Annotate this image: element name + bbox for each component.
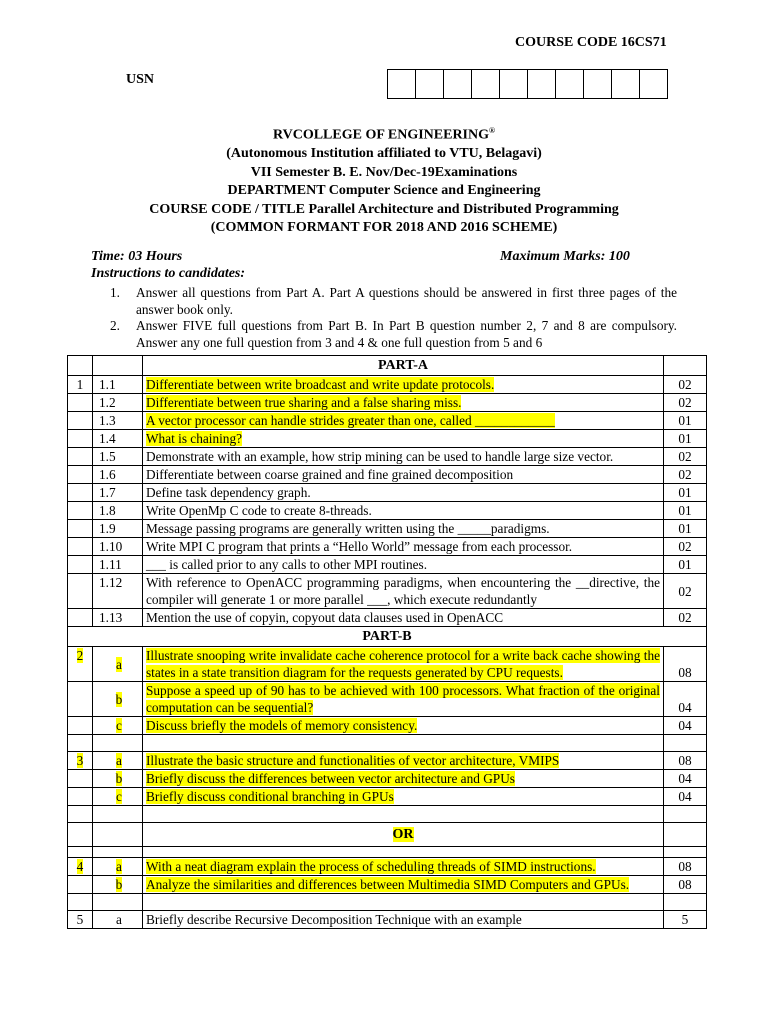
scheme-line: (COMMON FORMANT FOR 2018 AND 2016 SCHEME): [210, 220, 558, 236]
question-text: Discuss briefly the models of memory consistency.: [146, 718, 418, 733]
question-text: With reference to OpenACC programming paradigms, when encountering the __directive, the compiler will generate 1 or more parallel ___, which execute redundantly: [143, 574, 664, 609]
question-text: Briefly discuss the differences between vector architecture and GPUs: [146, 771, 515, 786]
question-text: Define task dependency graph.: [143, 484, 664, 502]
table-row: 1.3 A vector processor can handle strides greater than one, called ____________ 01: [68, 412, 707, 430]
semester-line: VII Semester B. E. Nov/Dec-19Examinations: [250, 164, 518, 180]
usn-box[interactable]: [640, 70, 668, 98]
table-row: c Briefly discuss conditional branching in GPUs 04: [68, 788, 707, 806]
department-line: DEPARTMENT Computer Science and Engineering: [227, 183, 541, 199]
table-row: 1.10 Write MPI C program that prints a “Hello World” message from each processor. 02: [68, 538, 707, 556]
question-table: [67, 355, 707, 929]
table-row: b Suppose a speed up of 90 has to be achieved with 100 processors. What fraction of the original computation can be sequential? 04: [68, 682, 707, 717]
table-row: 3 a Illustrate the basic structure and functionalities of vector architecture, VMIPS 08: [68, 752, 707, 770]
table-row: 1.8 Write OpenMp C code to create 8-threads. 01: [68, 502, 707, 520]
instruction-item: 2. Answer FIVE full questions from Part B. In Part B question number 2, 7 and 8 are compulsory. Answer any one full question from 3 and 4 & one full question from 5 and 6: [110, 318, 677, 350]
table-row: 1.7 Define task dependency graph. 01: [68, 484, 707, 502]
spacer-row: [68, 847, 707, 858]
usn-box[interactable]: [612, 70, 640, 98]
instruction-item: 1. Answer all questions from Part A. Part A questions should be answered in first three pages of the answer book only.: [110, 285, 677, 317]
max-marks-label: Maximum Marks: 100: [500, 249, 630, 264]
course-code-label: COURSE CODE 16CS71: [515, 35, 667, 50]
or-label: OR: [143, 823, 664, 847]
table-row: 1.4 What is chaining? 01: [68, 430, 707, 448]
course-title-line: COURSE CODE / TITLE Parallel Architecture and Distributed Programming: [149, 201, 619, 217]
question-text: Suppose a speed up of 90 has to be achieved with 100 processors. What fraction of the original computation can be sequential?: [146, 683, 660, 715]
table-row: b Briefly discuss the differences between vector architecture and GPUs 04: [68, 770, 707, 788]
table-row: 1.11 ___ is called prior to any calls to other MPI routines. 01: [68, 556, 707, 574]
table-row: 1.5 Demonstrate with an example, how strip mining can be used to handle large size vector. 02: [68, 448, 707, 466]
autonomous-line: (Autonomous Institution affiliated to VTU, Belagavi): [226, 146, 542, 162]
table-row: 1.2 Differentiate between true sharing and a false sharing miss. 02: [68, 394, 707, 412]
question-text: Briefly describe Recursive Decomposition Technique with an example: [143, 911, 664, 929]
part-a-header-row: [68, 356, 707, 376]
table-row: 1.9 Message passing programs are generally written using the _____paradigms. 01: [68, 520, 707, 538]
usn-box[interactable]: [416, 70, 444, 98]
table-row: b Analyze the similarities and differences between Multimedia SIMD Computers and GPUs. 08: [68, 876, 707, 894]
spacer-row: [68, 735, 707, 752]
spacer-row: [68, 806, 707, 823]
table-row: 1.6 Differentiate between coarse grained and fine grained decomposition 02: [68, 466, 707, 484]
usn-box[interactable]: [584, 70, 612, 98]
question-text: Mention the use of copyin, copyout data clauses used in OpenACC: [143, 609, 664, 627]
table-row: 2 a Illustrate snooping write invalidate cache coherence protocol for a write back cache showing the states in a state transition diagram for the requests generated by CPU requests. 08: [68, 647, 707, 682]
instructions-title: Instructions to candidates:: [91, 266, 246, 281]
part-a-title: PART-A: [143, 356, 664, 376]
question-text: What is chaining?: [146, 431, 242, 446]
part-b-header-row: [68, 627, 707, 647]
question-text: With a neat diagram explain the process of scheduling threads of SIMD instructions.: [146, 859, 596, 874]
question-text: Demonstrate with an example, how strip mining can be used to handle large size vector.: [143, 448, 664, 466]
usn-label: USN: [126, 72, 155, 87]
or-row: [68, 823, 707, 847]
question-text: Briefly discuss conditional branching in GPUs: [146, 789, 394, 804]
time-label: Time: 03 Hours: [91, 249, 183, 264]
usn-box[interactable]: [556, 70, 584, 98]
college-name: RVCOLLEGE OF ENGINEERING®: [272, 126, 495, 143]
question-text: A vector processor can handle strides greater than one, called ____________: [146, 413, 555, 428]
question-text: Analyze the similarities and differences between Multimedia SIMD Computers and GPUs.: [146, 877, 630, 892]
question-text: Message passing programs are generally written using the _____paradigms.: [143, 520, 664, 538]
usn-input-boxes[interactable]: [387, 69, 668, 99]
table-row: c Discuss briefly the models of memory consistency. 04: [68, 717, 707, 735]
usn-box[interactable]: [472, 70, 500, 98]
part-b-title: PART-B: [68, 627, 707, 647]
question-text: ___ is called prior to any calls to other MPI routines.: [143, 556, 664, 574]
table-row: 1 1.1 Differentiate between write broadcast and write update protocols. 02: [68, 376, 707, 394]
question-text: Illustrate the basic structure and functionalities of vector architecture, VMIPS: [146, 753, 560, 768]
question-text: Illustrate snooping write invalidate cache coherence protocol for a write back cache showing the states in a state transition diagram for the requests generated by CPU requests.: [146, 648, 660, 680]
instructions-list: [110, 285, 677, 351]
exam-header: [0, 122, 768, 238]
table-row: 4 a With a neat diagram explain the process of scheduling threads of SIMD instructions. 08: [68, 858, 707, 876]
usn-box[interactable]: [444, 70, 472, 98]
table-row: 1.13 Mention the use of copyin, copyout data clauses used in OpenACC 02: [68, 609, 707, 627]
usn-box[interactable]: [500, 70, 528, 98]
table-row: 5 a Briefly describe Recursive Decomposition Technique with an example 5: [68, 911, 707, 929]
table-row: 1.12 With reference to OpenACC programming paradigms, when encountering the __directive, the compiler will generate 1 or more parallel ___, which execute redundantly 02: [68, 574, 707, 609]
usn-box[interactable]: [528, 70, 556, 98]
question-text: Differentiate between write broadcast and write update protocols.: [146, 377, 495, 392]
question-text: Differentiate between coarse grained and fine grained decomposition: [143, 466, 664, 484]
usn-box[interactable]: [388, 70, 416, 98]
question-text: Write MPI C program that prints a “Hello World” message from each processor.: [143, 538, 664, 556]
question-text: Differentiate between true sharing and a false sharing miss.: [146, 395, 462, 410]
spacer-row: [68, 894, 707, 911]
question-text: Write OpenMp C code to create 8-threads.: [143, 502, 664, 520]
